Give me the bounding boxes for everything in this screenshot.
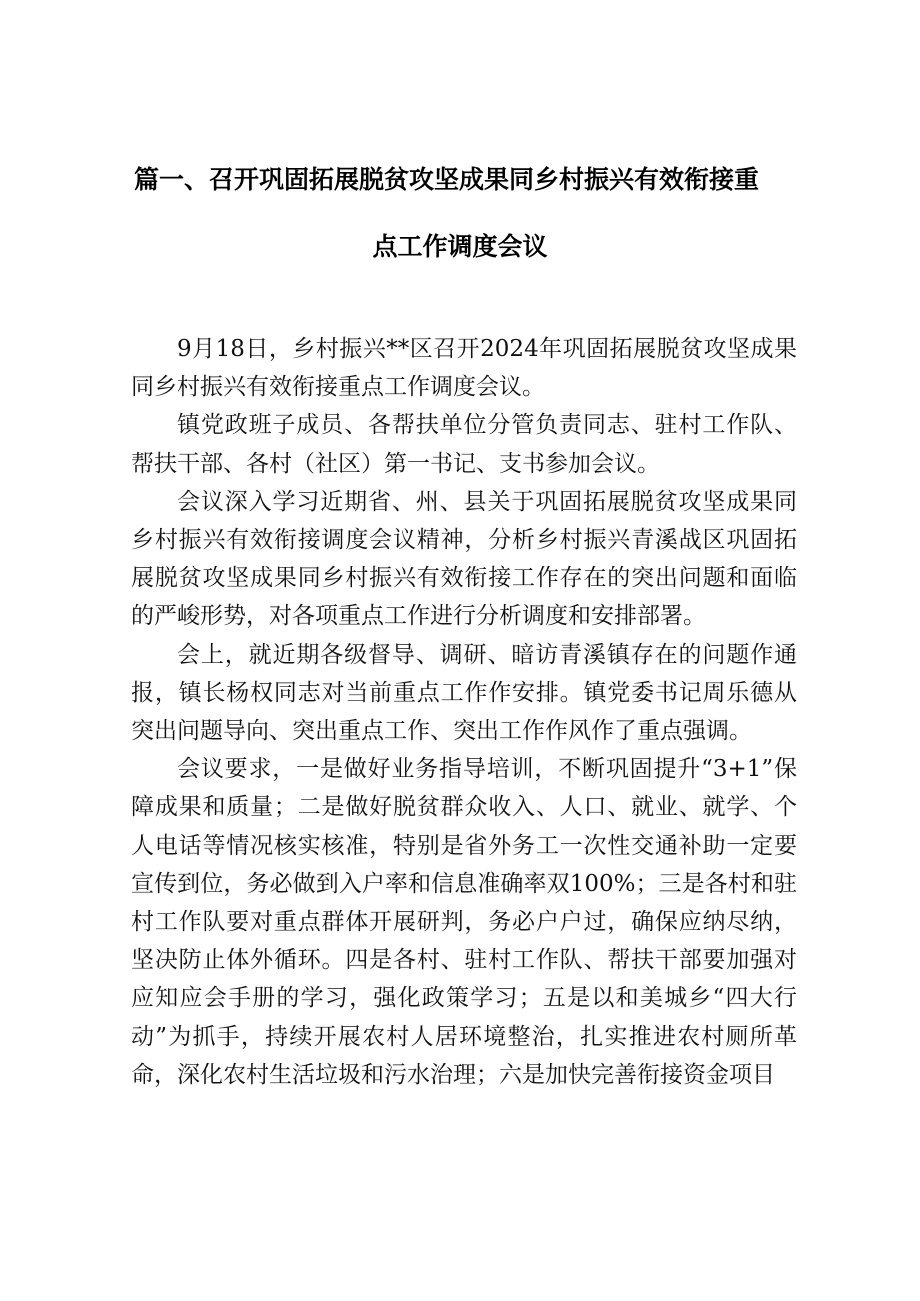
paragraph-study-analysis: 会议深入学习近期省、州、县关于巩固拓展脱贫攻坚成果同乡村振兴有效衔接调度会议精神，分析乡村振兴青溪战区巩固拓展脱贫攻坚成果同乡村振兴有效衔接工作存在的突出问题和面临的严峻形势，对各项重点工作进行分析调度和安排部署。 [131, 488, 797, 630]
paragraph-briefing: 会上，就近期各级督导、调研、暗访青溪镇存在的问题作通报，镇长杨权同志对当前重点工作作安排。镇党委书记周乐德从突出问题导向、突出重点工作、突出工作作风作了重点强调。 [131, 641, 797, 745]
paragraph-attendees: 镇党政班子成员、各帮扶单位分管负责同志、驻村工作队、帮扶干部、各村（社区）第一书记、支书参加会议。 [131, 412, 797, 477]
document-body [131, 330, 797, 1094]
document-title-line-2: 点工作调度会议 [372, 232, 548, 261]
paragraph-meeting-date: 9月18日，乡村振兴**区召开2024年巩固拓展脱贫攻坚成果同乡村振兴有效衔接重点工作调度会议。 [131, 336, 797, 401]
document-title-line-1: 篇一、召开巩固拓展脱贫攻坚成果同乡村振兴有效衔接重 [134, 165, 760, 194]
paragraph-requirements: 会议要求，一是做好业务指导培训，不断巩固提升“3+1”保障成果和质量；二是做好脱贫群众收入、人口、就业、就学、个人电话等情况核实核准，特别是省外务工一次性交通补助一定要宣传到位，务必做到入户率和信息准确率双100%；三是各村和驻村工作队要对重点群体开展研判，务必户户过，确保应纳尽纳，坚决防止体外循环。四是各村、驻村工作队、帮扶干部要加强对应知应会手册的学习，强化政策学习；五是以和美城乡“四大行动”为抓手，持续开展农村人居环境整治，扎实推进农村厕所革命，深化农村生活垃圾和污水治理；六是加快完善衔接资金项目 [131, 756, 797, 1088]
